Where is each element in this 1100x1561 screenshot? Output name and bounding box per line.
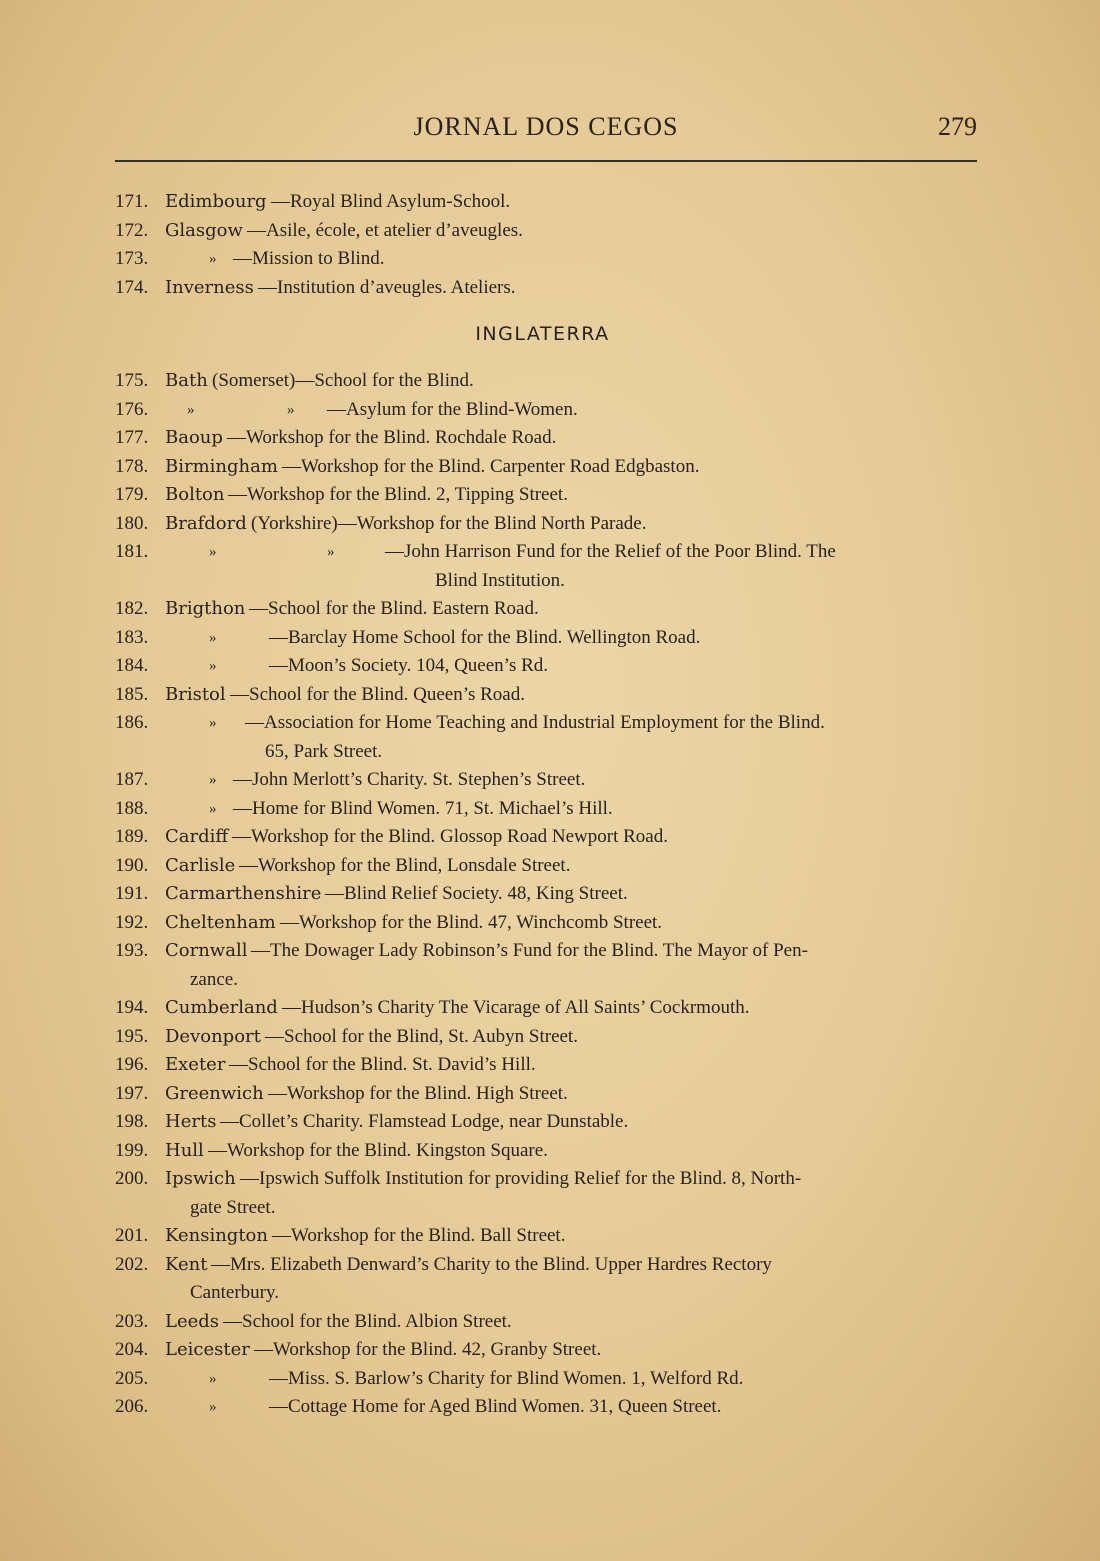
ditto-mark: » bbox=[187, 401, 195, 418]
list-item bbox=[115, 453, 990, 482]
entry-description: —Miss. S. Barlow’s Charity for Blind Women. 1, Welford Rd. bbox=[269, 1367, 744, 1389]
entry-place: Devonport bbox=[165, 1025, 261, 1047]
list-item bbox=[115, 937, 990, 994]
list-item bbox=[115, 909, 990, 938]
list-item bbox=[115, 652, 990, 681]
entry-place: Herts bbox=[165, 1111, 217, 1132]
entry-number: 195. bbox=[115, 1025, 149, 1047]
entry-number: 171. bbox=[115, 191, 149, 212]
list-item bbox=[115, 1051, 990, 1080]
entry-place: Leeds bbox=[165, 1310, 220, 1332]
list-item bbox=[115, 1080, 990, 1109]
list-item bbox=[115, 1365, 990, 1394]
entry-description: —Asile, école, et atelier d’aveugles. bbox=[247, 219, 523, 241]
entry-description: —Mrs. Elizabeth Denward’s Charity to the Blind. Upper Hardres Rectory bbox=[211, 1253, 772, 1275]
entry-continuation: zance. bbox=[190, 968, 238, 990]
entry-number: 179. bbox=[115, 484, 149, 505]
entry-number: 197. bbox=[115, 1082, 149, 1104]
entry-description: —Mission to Blind. bbox=[233, 248, 385, 269]
ditto-mark: » bbox=[209, 629, 217, 646]
list-item bbox=[115, 852, 990, 881]
entry-description: —Workshop for the Blind. 2, Tipping Street. bbox=[228, 484, 568, 505]
header-rule bbox=[115, 160, 977, 162]
entry-description: —Collet’s Charity. Flamstead Lodge, near Dunstable. bbox=[220, 1111, 629, 1132]
entry-number: 196. bbox=[115, 1054, 149, 1075]
entry-number: 202. bbox=[115, 1253, 149, 1275]
entry-place: Cornwall bbox=[165, 940, 248, 961]
entry-number: 198. bbox=[115, 1111, 149, 1132]
entry-description: —John Merlott’s Charity. St. Stephen’s Street. bbox=[233, 769, 586, 790]
list-item bbox=[115, 1308, 990, 1337]
entry-number: 200. bbox=[115, 1168, 149, 1189]
entry-number: 184. bbox=[115, 655, 149, 676]
running-title: JORNAL DOS CEGOS bbox=[413, 112, 679, 141]
entries-scotland bbox=[115, 188, 990, 302]
entry-description: —Cottage Home for Aged Blind Women. 31, Queen Street. bbox=[269, 1396, 722, 1417]
entry-place: Carlisle bbox=[165, 854, 236, 876]
list-item bbox=[115, 823, 990, 852]
entry-number: 186. bbox=[115, 712, 149, 733]
list-item bbox=[115, 217, 990, 246]
entry-place: Birmingham bbox=[165, 455, 278, 477]
entry-place: Exeter bbox=[165, 1054, 226, 1075]
entry-description: —Home for Blind Women. 71, St. Michael’s Hill. bbox=[233, 797, 613, 819]
entry-description: —Workshop for the Blind. High Street. bbox=[268, 1082, 568, 1104]
entry-description: —School for the Blind. Queen’s Road. bbox=[230, 683, 525, 705]
entry-number: 205. bbox=[115, 1367, 149, 1389]
entry-description: —Barclay Home School for the Blind. Wellington Road. bbox=[269, 626, 701, 648]
list-item bbox=[115, 766, 990, 795]
list-item bbox=[115, 1393, 990, 1422]
entry-number: 173. bbox=[115, 248, 149, 269]
entry-place: Bristol bbox=[165, 683, 226, 705]
entry-number: 189. bbox=[115, 826, 149, 847]
entry-number: 188. bbox=[115, 797, 149, 819]
entry-description: —Association for Home Teaching and Industrial Employment for the Blind. bbox=[245, 712, 825, 733]
entry-place: Greenwich bbox=[165, 1082, 264, 1104]
list-item bbox=[115, 624, 990, 653]
entry-number: 180. bbox=[115, 512, 149, 534]
list-item bbox=[115, 795, 990, 824]
entry-place: Cumberland bbox=[165, 997, 278, 1018]
entry-description: —Asylum for the Blind-Women. bbox=[327, 398, 578, 420]
entry-number: 185. bbox=[115, 683, 149, 705]
entry-number: 193. bbox=[115, 940, 149, 961]
ditto-mark: » bbox=[209, 1399, 217, 1415]
entry-number: 201. bbox=[115, 1225, 149, 1246]
entry-place: Kensington bbox=[165, 1225, 268, 1246]
entry-description: —Institution d’aveugles. Ateliers. bbox=[258, 276, 516, 298]
entry-number: 199. bbox=[115, 1139, 149, 1161]
list-item bbox=[115, 1137, 990, 1166]
entry-place: Cheltenham bbox=[165, 911, 276, 933]
entry-description: —Workshop for the Blind. Rochdale Road. bbox=[227, 427, 557, 448]
entry-description: —Workshop for the Blind. Glossop Road Newport Road. bbox=[232, 826, 668, 847]
entry-place: Brafdord bbox=[165, 512, 247, 534]
list-item bbox=[115, 424, 990, 453]
list-item bbox=[115, 595, 990, 624]
entry-description: —Moon’s Society. 104, Queen’s Rd. bbox=[269, 655, 549, 676]
list-item bbox=[115, 1251, 990, 1308]
entry-place: Carmarthenshire bbox=[165, 883, 322, 904]
entry-description: —Workshop for the Blind. Ball Street. bbox=[272, 1225, 566, 1246]
entry-description: —Hudson’s Charity The Vicarage of All Saints’ Cockrmouth. bbox=[282, 997, 750, 1018]
entry-number: 178. bbox=[115, 455, 149, 477]
list-item bbox=[115, 880, 990, 909]
ditto-mark: » bbox=[327, 544, 335, 560]
section-heading: INGLATERRA bbox=[475, 323, 610, 345]
list-item bbox=[115, 1023, 990, 1052]
entry-list bbox=[115, 188, 990, 1422]
entry-place: Baoup bbox=[165, 427, 223, 448]
list-item bbox=[115, 1222, 990, 1251]
entry-place: Edimbourg bbox=[165, 191, 267, 212]
entry-continuation: Canterbury. bbox=[190, 1282, 279, 1303]
entry-place: Kent bbox=[165, 1253, 208, 1275]
entry-number: 175. bbox=[115, 370, 149, 391]
entry-number: 190. bbox=[115, 854, 149, 876]
list-item bbox=[115, 188, 990, 217]
list-item bbox=[115, 481, 990, 510]
ditto-mark: » bbox=[287, 401, 295, 418]
entry-description: —Workshop for the Blind, Lonsdale Street. bbox=[239, 854, 571, 876]
entry-continuation: Blind Institution. bbox=[435, 569, 565, 591]
entry-number: 183. bbox=[115, 626, 149, 648]
entry-continuation: 65, Park Street. bbox=[265, 740, 383, 762]
entry-description: (Yorkshire)—Workshop for the Blind North Parade. bbox=[251, 512, 647, 534]
entry-description: —School for the Blind, St. Aubyn Street. bbox=[265, 1025, 578, 1047]
list-item bbox=[115, 510, 990, 539]
list-item bbox=[115, 1165, 990, 1222]
entry-place: Cardiff bbox=[165, 826, 229, 847]
entry-place: Bath bbox=[165, 370, 208, 391]
entry-description: —Blind Relief Society. 48, King Street. bbox=[325, 883, 628, 904]
list-item bbox=[115, 396, 990, 425]
entry-number: 206. bbox=[115, 1396, 149, 1417]
list-item bbox=[115, 994, 990, 1023]
ditto-mark: » bbox=[209, 544, 217, 560]
ditto-mark: » bbox=[209, 658, 217, 674]
entry-number: 182. bbox=[115, 598, 149, 619]
list-item bbox=[115, 709, 990, 766]
entry-description: —Workshop for the Blind. Carpenter Road Edgbaston. bbox=[282, 455, 700, 477]
ditto-mark: » bbox=[209, 715, 217, 731]
entry-description: —Workshop for the Blind. Kingston Square. bbox=[208, 1139, 548, 1161]
entry-description: —School for the Blind. Eastern Road. bbox=[249, 598, 539, 619]
entry-description: —The Dowager Lady Robinson’s Fund for the Blind. The Mayor of Pen- bbox=[251, 940, 808, 961]
entries-inglaterra bbox=[115, 367, 990, 1422]
entry-description: —John Harrison Fund for the Relief of the Poor Blind. The bbox=[385, 541, 836, 562]
ditto-mark: » bbox=[209, 772, 217, 788]
ditto-mark: » bbox=[209, 1370, 217, 1387]
list-item bbox=[115, 274, 990, 303]
ditto-mark: » bbox=[209, 251, 217, 267]
entry-description: —School for the Blind. St. David’s Hill. bbox=[229, 1054, 536, 1075]
list-item bbox=[115, 538, 990, 595]
entry-number: 194. bbox=[115, 997, 149, 1018]
entry-place: Bolton bbox=[165, 484, 225, 505]
entry-place: Inverness bbox=[165, 276, 254, 298]
ditto-mark: » bbox=[209, 800, 217, 817]
page-number: 279 bbox=[938, 112, 977, 141]
entry-description: —Royal Blind Asylum-School. bbox=[271, 191, 511, 212]
entry-number: 191. bbox=[115, 883, 149, 904]
page-header bbox=[115, 112, 977, 152]
entry-number: 192. bbox=[115, 911, 149, 933]
entry-place: Hull bbox=[165, 1139, 204, 1161]
entry-continuation: gate Street. bbox=[190, 1196, 276, 1218]
entry-description: —Workshop for the Blind. 42, Granby Street. bbox=[254, 1339, 602, 1360]
entry-description: —Workshop for the Blind. 47, Winchcomb Street. bbox=[280, 911, 663, 933]
list-item bbox=[115, 1336, 990, 1365]
entry-number: 177. bbox=[115, 427, 149, 448]
entry-description: —Ipswich Suffolk Institution for providing Relief for the Blind. 8, North- bbox=[240, 1168, 802, 1189]
list-item bbox=[115, 1108, 990, 1137]
entry-number: 172. bbox=[115, 219, 149, 241]
entry-place: Glasgow bbox=[165, 219, 243, 241]
list-item bbox=[115, 245, 990, 274]
entry-description: —School for the Blind. Albion Street. bbox=[223, 1310, 512, 1332]
list-item bbox=[115, 367, 990, 396]
entry-place: Brigthon bbox=[165, 598, 246, 619]
list-item bbox=[115, 681, 990, 710]
entry-number: 176. bbox=[115, 398, 149, 420]
entry-place: Leicester bbox=[165, 1339, 250, 1360]
entry-number: 204. bbox=[115, 1339, 149, 1360]
entry-number: 181. bbox=[115, 541, 149, 562]
entry-description: (Somerset)—School for the Blind. bbox=[212, 370, 474, 391]
entry-number: 187. bbox=[115, 769, 149, 790]
entry-number: 174. bbox=[115, 276, 149, 298]
entry-number: 203. bbox=[115, 1310, 149, 1332]
entry-place: Ipswich bbox=[165, 1168, 236, 1189]
